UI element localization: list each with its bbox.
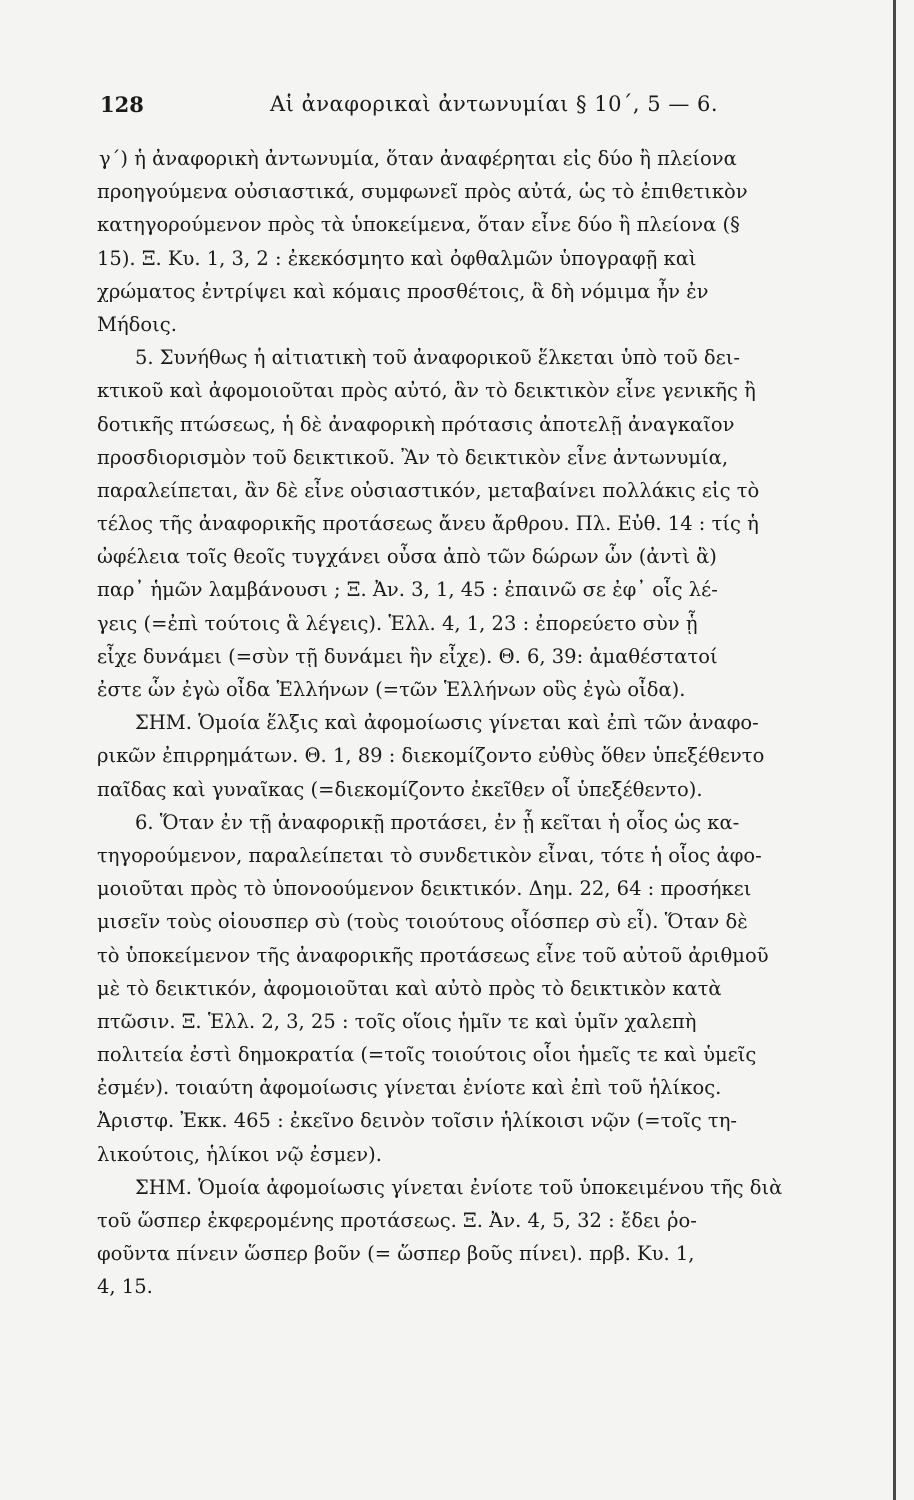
text-line: προσδιορισμὸν τοῦ δεικτικοῦ. Ἂν τὸ δεικτικὸν εἶνε ἀντωνυμία, <box>97 445 729 469</box>
text-line: ρικῶν ἐπιρρημάτων. Θ. 1, 89 : διεκομίζοντο εὐθὺς ὅθεν ὑπεξέθεντο <box>97 744 765 768</box>
text-line: ΣΗΜ. Ὁμοία ἀφομοίωσις γίνεται ἐνίοτε τοῦ ὑποκειμένου τῆς διὰ <box>135 1175 783 1199</box>
text-line: παρ᾽ ἡμῶν λαμβάνουσι ; Ξ. Ἀν. 3, 1, 45 : ἐπαινῶ σε ἐφ᾽ οἷς λέ- <box>97 578 718 602</box>
text-line: φοῦντα πίνειν ὥσπερ βοῦν (= ὥσπερ βοῦς πίνει). πρβ. Κυ. 1, <box>97 1242 695 1266</box>
text-line: μοιοῦται πρὸς τὸ ὑπονοούμενον δεικτικόν. Δημ. 22, 64 : προσήκει <box>97 877 752 901</box>
text-line: τηγορούμενον, παραλείπεται τὸ συνδετικὸν εἶναι, τότε ἡ οἷος ἀφο- <box>97 843 762 867</box>
text-line: 6. Ὅταν ἐν τῇ ἀναφορικῇ προτάσει, ἐν ᾗ κεῖται ἡ οἷος ὡς κα- <box>135 810 740 834</box>
text-line: λικούτοις, ἡλίκοι νῷ ἐσμεν). <box>97 1142 382 1166</box>
text-line: κτικοῦ καὶ ἀφομοιοῦται πρὸς αὐτό, ἂν τὸ δεικτικὸν εἶνε γενικῆς ἢ <box>97 379 756 403</box>
text-line: ἐσμέν). τοιαύτη ἀφομοίωσις γίνεται ἐνίοτε καὶ ἐπὶ τοῦ ἡλίκος. <box>97 1076 722 1100</box>
text-line: προηγούμενα οὐσιαστικά, συμφωνεῖ πρὸς αὐτά, ὡς τὸ ἐπιθετικὸν <box>97 180 748 204</box>
text-line: μισεῖν τοὺς οἱουσπερ σὺ (τοὺς τοιούτους οἷόσπερ σὺ εἶ). Ὅταν δὲ <box>97 910 748 934</box>
text-line: χρώματος ἐντρίψει καὶ κόμαις προσθέτοις, ἃ δὴ νόμιμα ἦν ἐν <box>97 279 709 303</box>
text-line: μὲ τὸ δεικτικόν, ἀφομοιοῦται καὶ αὐτὸ πρὸς τὸ δεικτικὸν κατὰ <box>97 976 722 1000</box>
text-line: Ἀριστφ. Ἐκκ. 465 : ἐκεῖνο δεινὸν τοῖσιν ἡλίκοισι νῷν (=τοῖς τη- <box>97 1109 737 1133</box>
text-line: τὸ ὑποκείμενον τῆς ἀναφορικῆς προτάσεως εἶνε τοῦ αὐτοῦ ἀριθμοῦ <box>97 943 769 967</box>
text-line: γεις (=ἐπὶ τούτοις ἃ λέγεις). Ἑλλ. 4, 1, 23 : ἐπορεύετο σὺν ᾗ <box>97 611 698 635</box>
text-line: Μήδοις. <box>97 312 177 336</box>
text-line: 5. Συνήθως ἡ αἰτιατικὴ τοῦ ἀναφορικοῦ ἕλκεται ὑπὸ τοῦ δει- <box>135 346 740 370</box>
running-title: Αἱ ἀναφορικαὶ ἀντωνυμίαι § 10´, 5 — 6. <box>270 92 719 116</box>
page-body <box>97 142 852 1304</box>
text-line: πολιτεία ἐστὶ δημοκρατία (=τοῖς τοιούτοις οἷοι ἡμεῖς τε καὶ ὑμεῖς <box>97 1043 757 1067</box>
text-line: παῖδας καὶ γυναῖκας (=διεκομίζοντο ἐκεῖθεν οἷ ὑπεξέθεντο). <box>97 777 703 801</box>
text-line: κατηγορούμενον πρὸς τὰ ὑποκείμενα, ὅταν εἶνε δύο ἢ πλείονα (§ <box>97 213 740 237</box>
text-line: εἶχε δυνάμει (=σὺν τῇ δυνάμει ἣν εἶχε). Θ. 6, 39: ἀμαθέστατοί <box>97 644 718 668</box>
text-line: ἐστε ὧν ἐγὼ οἶδα Ἑλλήνων (=τῶν Ἑλλήνων οὓς ἐγὼ οἶδα). <box>97 678 686 701</box>
text-line: γ΄) ἡ ἀναφορικὴ ἀντωνυμία, ὅταν ἀναφέρηται εἰς δύο ἢ πλείονα <box>99 147 737 170</box>
page-header <box>100 92 860 124</box>
text-line: τέλος τῆς ἀναφορικῆς προτάσεως ἄνευ ἄρθρου. Πλ. Εὐθ. 14 : τίς ἡ <box>97 512 759 536</box>
text-line: ΣΗΜ. Ὁμοία ἕλξις καὶ ἀφομοίωσις γίνεται καὶ ἐπὶ τῶν ἀναφο- <box>135 711 759 735</box>
page-edge-rule <box>893 0 896 1500</box>
text-line: πτῶσιν. Ξ. Ἑλλ. 2, 3, 25 : τοῖς οἵοις ἡμῖν τε καὶ ὑμῖν χαλεπὴ <box>97 1009 697 1033</box>
text-line: ὠφέλεια τοῖς θεοῖς τυγχάνει οὖσα ἀπὸ τῶν δώρων ὧν (ἀντὶ ἃ) <box>97 545 717 569</box>
text-line: δοτικῆς πτώσεως, ἡ δὲ ἀναφορικὴ πρότασις ἀποτελῇ ἀναγκαῖον <box>97 412 735 436</box>
text-line: τοῦ ὥσπερ ἐκφερομένης προτάσεως. Ξ. Ἀν. 4, 5, 32 : ἔδει ῥο- <box>97 1209 697 1232</box>
text-line: 15). Ξ. Κυ. 1, 3, 2 : ἐκεκόσμητο καὶ ὀφθαλμῶν ὑπογραφῇ καὶ <box>97 246 697 270</box>
text-line: 4, 15. <box>97 1275 153 1299</box>
text-line: παραλείπεται, ἂν δὲ εἶνε οὐσιαστικόν, μεταβαίνει πολλάκις εἰς τὸ <box>97 478 760 502</box>
page-number: 128 <box>100 92 144 117</box>
